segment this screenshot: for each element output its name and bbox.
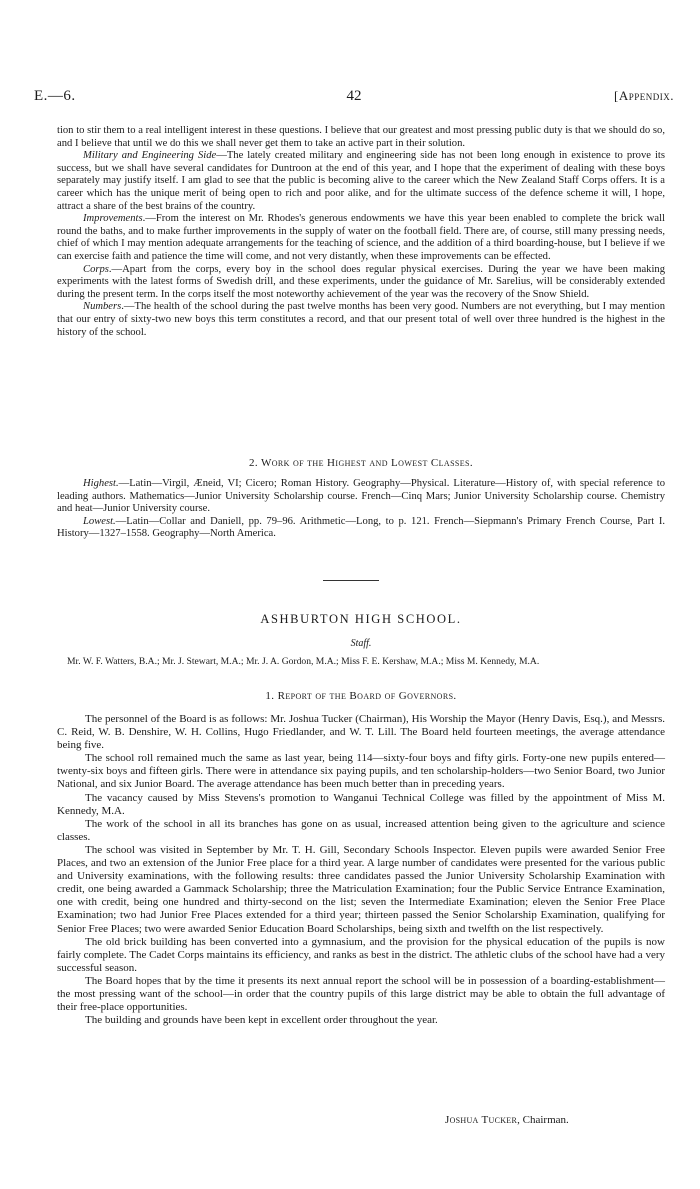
report-paragraph: The vacancy caused by Miss Stevens's promotion to Wanganui Technical College was filled by the appointment of Miss M. Kennedy, M.A. [57,791,665,817]
signature [445,1114,569,1126]
school-report-continuation [57,125,665,339]
report-paragraph: The work of the school in all its branches has gone on as usual, increased attention being given to the agriculture and science classes. [57,817,665,843]
corps-lead: Corps [83,263,109,275]
highest-lead: Highest. [83,478,119,489]
appendix-label: [Appendix. [614,88,674,103]
improvements-paragraph [57,213,665,263]
report-paragraph: The school was visited in September by Mr. T. H. Gill, Secondary Schools Inspector. Eleven pupils were awarded Senior Free Places, and two an extension of the Junior Free place for a third year. A large number of candidates were presented for the various public and University examinations, with the following results: three candidates passed the Junior University Scholarship Examination with credit, one being awarded a Gammack Scholarship; three the Matriculation Examination; four the Public Service Entrance Examination, one with credit, being one hundred and thirty-second on the list; seven the Intermediate Examination; eleven the Senior Free Place Examination; two had Junior Free Places extended for a third year; thirteen passed the Senior Scholarship Examination, qualifying for Senior Free Places; two were awarded Senior Education Board Scholarships, being sixth and twelfth on the list respectively. [57,843,665,935]
staff-label: Staff. [350,638,372,649]
lowest-lead: Lowest. [83,515,116,527]
highest-text: —Latin—Virgil, Æneid, VI; Cicero; Roman History. Geography—Physical. Literature—History of, with special reference to leading authors. Mathematics—Junior University Scholarship course. French—Cinq Mars; Junior University Scholarship course. Chemistry and heat—Junior University course. [57,478,665,515]
report-paragraph: The school roll remained much the same as last year, being 114—sixty-four boys and fifty girls. Forty-one new pupils entered—twenty-six boys and fifteen girls. There were in attendance six paying pupils, and ten scholarship-holders—two Senior Board, two Junior National, and six Junior Board. The average attendance has been much better than in preceding years. [57,752,665,791]
report-paragraph: The old brick building has been converted into a gymnasium, and the provision for the physical education of the pupils is now fairly complete. The Cadet Corps maintains its efficiency, and ranks as best in the district. The athletic clubs of the school have had a very successful season. [57,935,665,974]
report-paragraph: The building and grounds have been kept in excellent order throughout the year. [85,1014,438,1027]
corps-paragraph [57,264,665,302]
numbers-lead: Numbers [83,301,122,313]
staff-list [57,656,665,668]
section-divider [323,580,379,581]
report-paragraph: The personnel of the Board is as follows: Mr. Joshua Tucker (Chairman), His Worship the Mayor (Henry Davis, Esq.), and Messrs. C. Reid, W. B. Denshire, W. H. Collins, Hugo Friedlander, and W. T. Lill. The Board held fourteen meetings, the average attendance being five. [57,713,665,752]
signature-name: Joshua Tucker [445,1114,518,1126]
military-text: —The lately created military and engineering side has not been long enough in existence to prove its success, but we shall have several candidates for Duntroon at the end of this year, and I hope that the experiment of dealing with these boys separately may justify itself. I am glad to see that the public is becoming alive to the career which the New Zealand Staff Corps offers. It is a career which has the unique merit of being open to rich and poor alike, and for the ultimate success of the defence scheme it will, I hope, attract a share of the best brains of the country. [57,150,665,212]
board-report [57,713,665,1027]
numbers-paragraph [57,301,665,339]
classes-heading: 2. Work of the Highest and Lowest Classes. [248,457,474,469]
staff-names: Mr. W. F. Watters, B.A.; Mr. J. Stewart, M.A.; Mr. J. A. Gordon, M.A.; Miss F. E. Kershaw, M.A.; Miss M. Kennedy, M.A. [67,656,540,667]
opening-paragraph: tion to stir them to a real intelligent interest in these questions. I believe that our greatest and most pressing public duty is that we should do so, and I believe that until we do this we shall never get them to take an active part in their solution. [57,125,665,149]
numbers-text: .—The health of the school during the past twelve months has been very good. Numbers are not everything, but I may mention that our entry of sixty-two new boys this term constitutes a record, and that our present total of well over three hundred is the highest in the history of the school. [57,301,665,338]
military-lead: Military and Engineering Side [83,150,217,162]
improvements-text: .—From the interest on Mr. Rhodes's generous endowments we have this year been enabled to complete the brick wall round the baths, and to make further improvements in the supply of water on the football field. There are, of course, still many pressing needs, chief of which I may mention adequate arrangements for the teaching of science, and the addition of a third boarding-house, but I believe if we can exercise faith and patience the time will come, and not very distantly, when these improvements can be effected. [57,213,665,262]
military-paragraph [57,150,665,213]
report-heading: 1. Report of the Board of Governors. [265,690,457,702]
report-paragraph: The Board hopes that by the time it presents its next annual report the school will be in possession of a boarding-establishment—the most pressing want of the school—in order that the country pupils of this large district may be able to obtain the full advantage of their free-place opportunities. [57,974,665,1014]
page-number: 42 [346,88,362,104]
lowest-text: —Latin—Collar and Daniell, pp. 79–96. Arithmetic—Long, to p. 121. French—Siepmann's Primary French Course, Part I. History—1327–1558. Geography—North America. [57,515,665,540]
lowest-paragraph [57,516,665,541]
corps-text: .—Apart from the corps, every boy in the school does regular physical exercises. During the year we have been making experiments with the latest forms of Swedish drill, and these experiments, under the guidance of Mr. Sarelius, will be considerably extended during the present term. In the corps itself the most noteworthy achievement of the year was the recovery of the Snow Shield. [57,263,665,300]
running-head [34,88,674,110]
classes-work [57,478,665,541]
signature-role: , Chairman. [517,1114,569,1126]
improvements-lead: Improvements [83,213,143,225]
school-title: ASHBURTON HIGH SCHOOL. [260,612,462,626]
highest-paragraph [57,478,665,516]
series-code: E.—6. [34,88,76,104]
